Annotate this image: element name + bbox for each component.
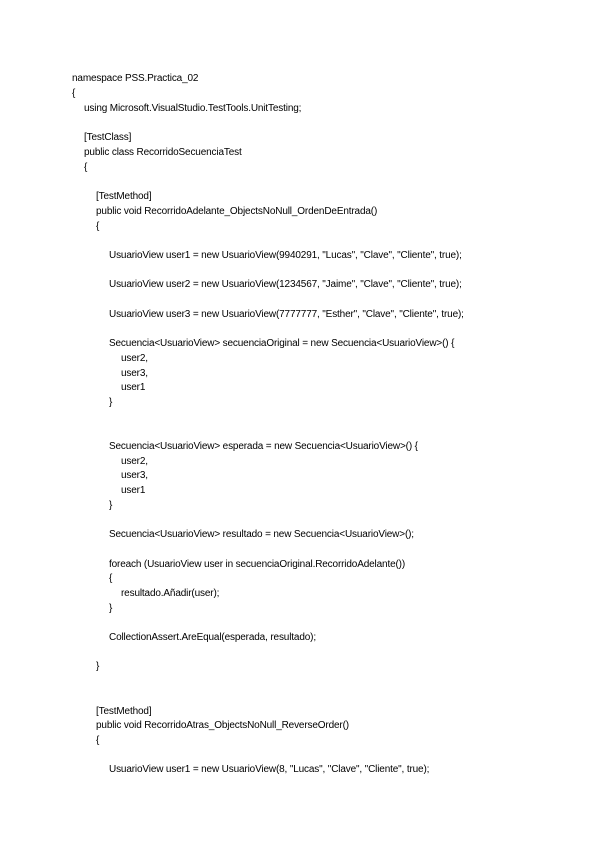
code-line-item: user3, xyxy=(121,470,148,481)
code-line-close-brace: } xyxy=(109,397,113,408)
code-line-item: user1 xyxy=(121,382,146,393)
code-line-close-brace: } xyxy=(109,500,113,511)
code-line-method-close-brace: } xyxy=(96,661,100,672)
code-line-testmethod-attribute: [TestMethod] xyxy=(96,191,152,202)
code-line-foreach-open-brace: { xyxy=(109,573,113,584)
code-line-class-declaration: public class RecorridoSecuenciaTest xyxy=(84,147,242,158)
code-line-user1: UsuarioView user1 = new UsuarioView(9940291, "Lucas", "Clave", "Cliente", true); xyxy=(109,250,462,261)
code-line-using: using Microsoft.VisualStudio.TestTools.UnitTesting; xyxy=(84,103,302,114)
code-line-user1-second: UsuarioView user1 = new UsuarioView(8, "Lucas", "Clave", "Cliente", true); xyxy=(109,764,430,775)
code-line-namespace: namespace PSS.Practica_02 xyxy=(72,73,199,84)
code-line-user2: UsuarioView user2 = new UsuarioView(1234567, "Jaime", "Clave", "Cliente", true); xyxy=(109,279,462,290)
code-line-secuencia-original: Secuencia<UsuarioView> secuenciaOriginal = new Secuencia<UsuarioView>() { xyxy=(109,338,455,349)
code-line-anadir: resultado.Añadir(user); xyxy=(121,588,220,599)
code-line-item: user3, xyxy=(121,368,148,379)
code-line-foreach: foreach (UsuarioView user in secuenciaOriginal.RecorridoAdelante()) xyxy=(109,559,406,570)
code-line-method-open-brace: { xyxy=(96,221,100,232)
code-line-esperada: Secuencia<UsuarioView> esperada = new Secuencia<UsuarioView>() { xyxy=(109,441,418,452)
code-line-open-brace: { xyxy=(72,88,76,99)
code-line-item: user1 xyxy=(121,485,146,496)
code-line-method-open-brace: { xyxy=(96,735,100,746)
code-line-testclass-attribute: [TestClass] xyxy=(84,132,132,143)
code-line-testmethod-attribute: [TestMethod] xyxy=(96,706,152,717)
code-line-resultado: Secuencia<UsuarioView> resultado = new Secuencia<UsuarioView>(); xyxy=(109,529,414,540)
code-line-class-open-brace: { xyxy=(84,162,88,173)
code-line-assert: CollectionAssert.AreEqual(esperada, resultado); xyxy=(109,632,316,643)
code-line-method-atras: public void RecorridoAtras_ObjectsNoNull_ReverseOrder() xyxy=(96,720,349,731)
code-line-foreach-close-brace: } xyxy=(109,603,113,614)
code-line-item: user2, xyxy=(121,456,148,467)
code-line-item: user2, xyxy=(121,353,148,364)
code-line-method-adelante: public void RecorridoAdelante_ObjectsNoNull_OrdenDeEntrada() xyxy=(96,206,378,217)
code-line-user3: UsuarioView user3 = new UsuarioView(7777777, "Esther", "Clave", "Cliente", true); xyxy=(109,309,464,320)
